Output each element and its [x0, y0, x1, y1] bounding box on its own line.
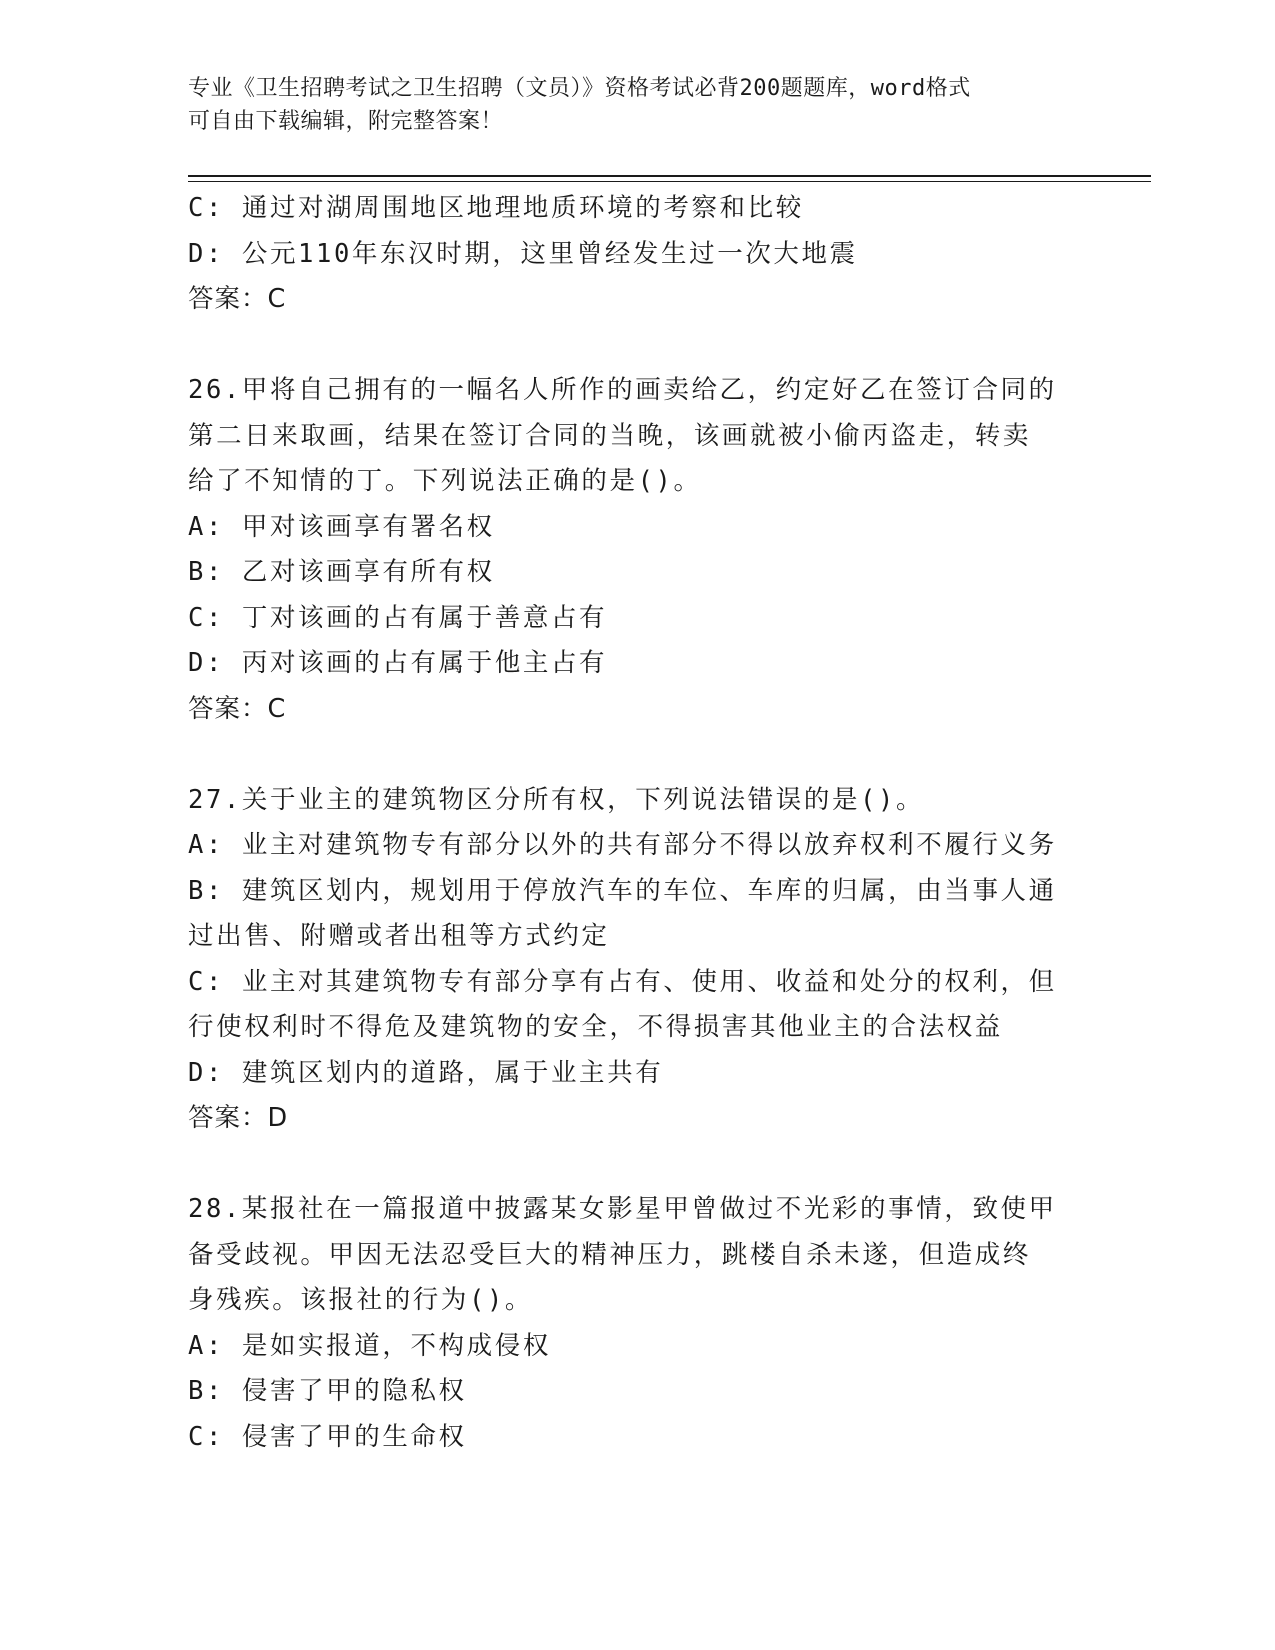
header-divider-thick	[188, 175, 1151, 177]
question-spacer	[188, 1142, 1088, 1188]
question-26	[188, 368, 1088, 732]
header-line-1: 专业《卫生招聘考试之卫生招聘（文员）》资格考试必背200题题库，word格式	[188, 76, 971, 101]
header-divider-thin	[188, 181, 1151, 182]
option-b: B: 侵害了甲的隐私权	[188, 1376, 467, 1406]
question-stem-line: 给了不知情的丁。下列说法正确的是()。	[188, 466, 702, 496]
option-c-line-1: C: 业主对其建筑物专有部分享有占有、使用、收益和处分的权利，但	[188, 966, 1057, 997]
question-spacer	[188, 323, 1088, 369]
answer: 答案：D	[188, 1103, 289, 1133]
option-d: D: 建筑区划内的道路，属于业主共有	[188, 1057, 664, 1088]
document-header	[188, 72, 1068, 138]
option-a: A: 甲对该画享有署名权	[188, 511, 495, 542]
option-a: A: 是如实报道，不构成侵权	[188, 1330, 551, 1361]
question-content	[188, 186, 1088, 1460]
question-stem-line: 备受歧视。甲因无法忍受巨大的精神压力，跳楼自杀未遂，但造成终	[188, 1239, 1032, 1270]
option-b-line-2: 过出售、附赠或者出租等方式约定	[188, 921, 610, 951]
question-stem-line: 身残疾。该报社的行为()。	[188, 1285, 534, 1315]
question-stem-line: 26.甲将自己拥有的一幅名人所作的画卖给乙，约定好乙在签订合同的	[188, 375, 1057, 405]
option-a: A: 业主对建筑物专有部分以外的共有部分不得以放弃权利不履行义务	[188, 830, 1057, 860]
answer: 答案：C	[188, 284, 287, 314]
option-b: B: 乙对该画享有所有权	[188, 557, 495, 587]
question-stem-line: 27.关于业主的建筑物区分所有权，下列说法错误的是()。	[188, 784, 925, 815]
question-27	[188, 778, 1088, 1142]
option-d: D: 丙对该画的占有属于他主占有	[188, 648, 608, 678]
option-c: C: 侵害了甲的生命权	[188, 1421, 467, 1452]
option-c: C: 通过对湖周围地区地理地质环境的考察和比较	[188, 193, 804, 223]
option-c-line-2: 行使权利时不得危及建筑物的安全，不得损害其他业主的合法权益	[188, 1012, 1003, 1042]
header-line-2: 可自由下载编辑，附完整答案！	[188, 109, 504, 134]
question-28	[188, 1187, 1088, 1460]
option-d: D: 公元110年东汉时期，这里曾经发生过一次大地震	[188, 238, 858, 269]
question-25-tail	[188, 186, 1088, 323]
answer: 答案：C	[188, 693, 287, 724]
option-b-line-1: B: 建筑区划内，规划用于停放汽车的车位、车库的归属，由当事人通	[188, 875, 1057, 906]
question-stem-line: 第二日来取画，结果在签订合同的当晚，该画就被小偷丙盗走，转卖	[188, 420, 1032, 451]
question-spacer	[188, 732, 1088, 778]
question-stem-line: 28.某报社在一篇报道中披露某女影星甲曾做过不光彩的事情，致使甲	[188, 1194, 1057, 1224]
option-c: C: 丁对该画的占有属于善意占有	[188, 602, 608, 633]
